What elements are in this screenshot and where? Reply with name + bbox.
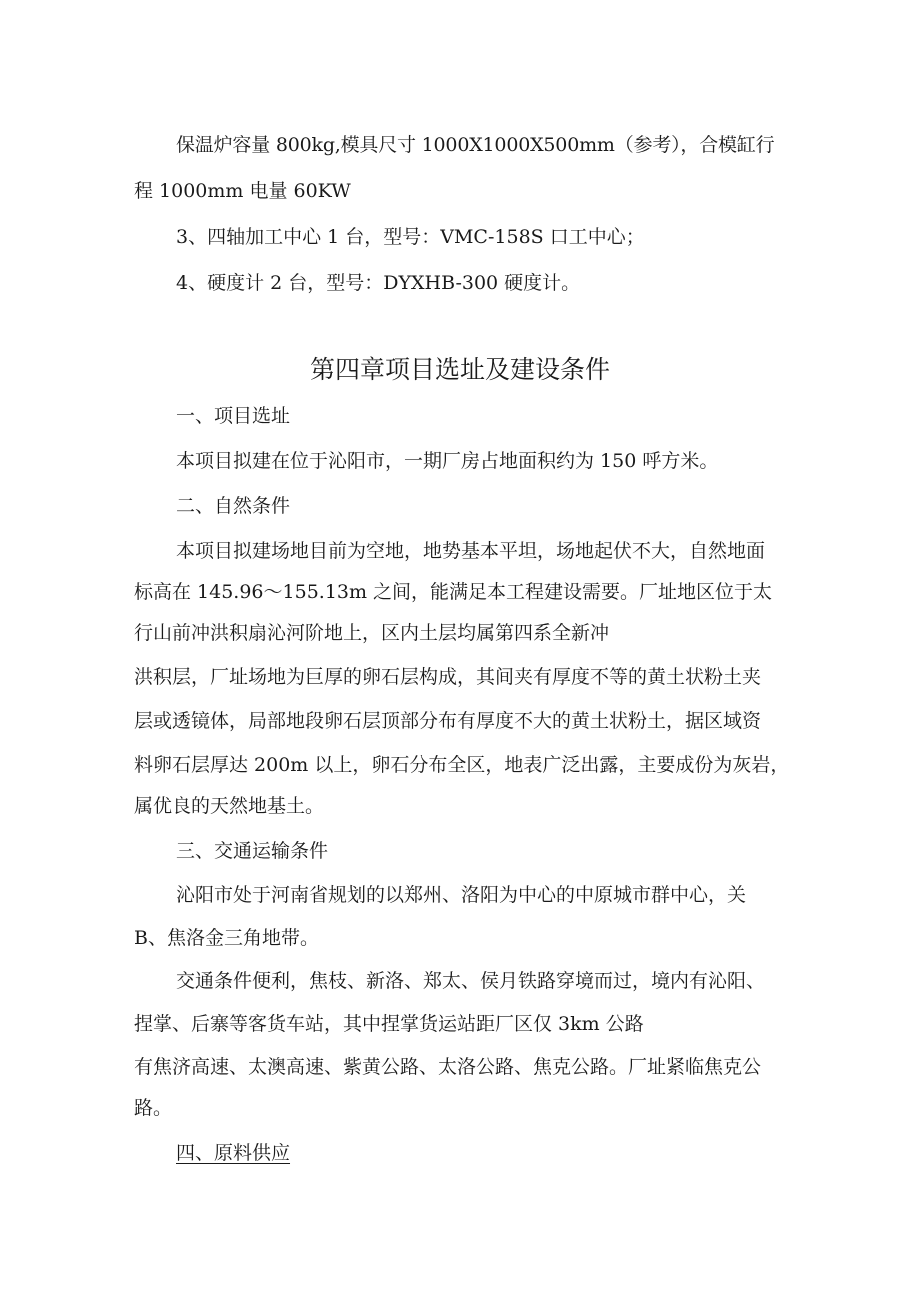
natural-line-7: 属优良的天然地基土。	[134, 795, 325, 817]
natural-line-3: 行山前冲洪积扇沁河阶地上，区内土层均属第四系全新冲	[134, 622, 610, 644]
transport-line-4: 捏掌、后寨等客货车站，其中捏掌货运站距厂区仅 3km 公路	[134, 1013, 644, 1035]
natural-line-2: 标高在 145.96〜155.13m 之间，能满足本工程建设需要。厂址地区位于太	[134, 581, 773, 603]
equipment-item-4: 4、硬度计 2 台，型号：DYXHB-300 硬度计。	[176, 272, 581, 294]
transport-line-5: 有焦济高速、太澳高速、紫黄公路、太洛公路、焦克公路。厂址紧临焦克公	[134, 1056, 762, 1078]
equipment-line-1: 保温炉容量 800kg,模具尺寸 1000X1000X500mm（参考），合模缸行	[176, 134, 775, 156]
natural-line-5: 层或透镜体，局部地段卵石层顶部分布有厚度不大的黄土状粉土，据区域资	[134, 710, 762, 732]
transport-line-1: 沁阳市处于河南省规划的以郑州、洛阳为中心的中原城市群中心，关	[176, 884, 747, 906]
natural-line-4: 洪积层，厂址场地为巨厚的卵石层构成，其间夹有厚度不等的黄土状粉土夹	[134, 666, 762, 688]
natural-line-6: 料卵石层厚达 200m 以上，卵石分布全区，地表广泛出露，主要成份为灰岩，	[134, 754, 790, 776]
natural-line-1: 本项目拟建场地目前为空地，地势基本平坦，场地起伏不大，自然地面	[176, 540, 766, 562]
transport-line-2: B、焦洛金三角地带。	[134, 927, 319, 949]
equipment-line-2: 程 1000mm 电量 60KW	[134, 180, 351, 202]
section-heading-natural: 二、自然条件	[176, 495, 291, 517]
transport-line-6: 路。	[134, 1097, 173, 1119]
section-heading-transport: 三、交通运输条件	[176, 840, 329, 862]
transport-line-3: 交通条件便利，焦枝、新洛、郑太、侯月铁路穿境而过，境内有沁阳、	[176, 970, 766, 992]
section-heading-site: 一、项目选址	[176, 405, 291, 427]
chapter-title: 第四章项目选址及建设条件	[309, 355, 610, 384]
section-heading-materials: 四、原料供应	[176, 1142, 291, 1164]
site-paragraph: 本项目拟建在位于沁阳市，一期厂房占地面积约为 150 呼方米。	[176, 450, 719, 472]
equipment-item-3: 3、四轴加工中心 1 台，型号：VMC-158S 口工中心；	[176, 226, 645, 248]
